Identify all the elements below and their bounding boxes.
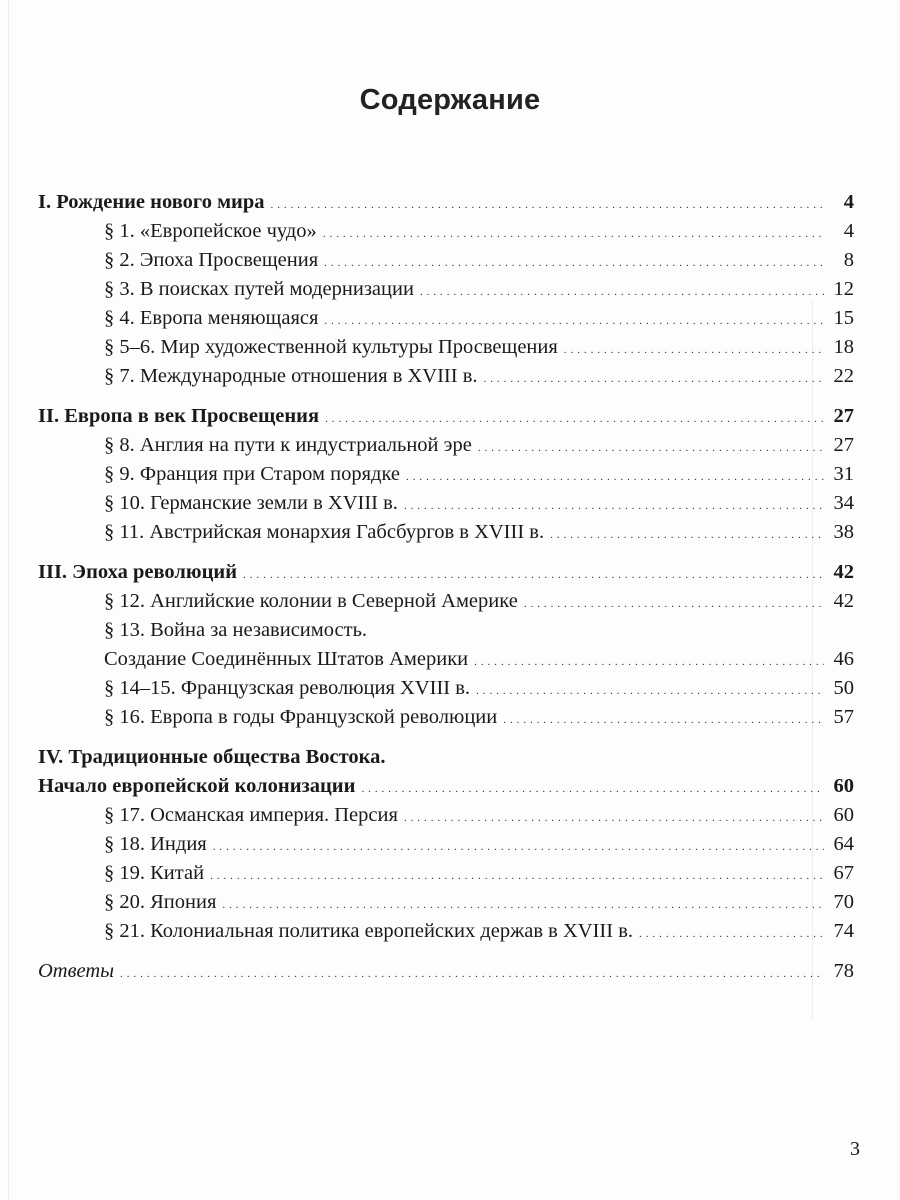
dot-leader bbox=[361, 772, 824, 801]
toc-item-12[interactable] bbox=[38, 587, 854, 616]
toc-item-label: § 4. Европа меняющаяся bbox=[104, 307, 319, 329]
toc-item-label: § 13. Война за независимость. bbox=[104, 619, 368, 641]
toc-item-label: § 19. Китай bbox=[104, 862, 205, 884]
dot-leader bbox=[404, 489, 824, 518]
toc-page-number: 42 bbox=[833, 561, 854, 583]
dot-leader bbox=[406, 460, 824, 489]
toc-item-7[interactable] bbox=[38, 362, 854, 391]
toc-page-number: 22 bbox=[833, 365, 854, 387]
toc-page-number: 70 bbox=[833, 891, 854, 913]
toc-item-13-line1[interactable] bbox=[38, 616, 854, 645]
page-title: Содержание bbox=[359, 84, 541, 116]
dot-leader bbox=[476, 674, 824, 703]
toc-page-number: 57 bbox=[833, 706, 854, 728]
toc-section-2[interactable] bbox=[38, 402, 854, 431]
toc-section-1[interactable] bbox=[38, 188, 854, 217]
dot-leader bbox=[222, 888, 824, 917]
dot-leader bbox=[564, 333, 824, 362]
toc-page-number: 34 bbox=[833, 492, 854, 514]
toc-answers[interactable] bbox=[38, 957, 854, 986]
toc-item-label: § 7. Международные отношения в XVIII в. bbox=[104, 365, 478, 387]
dot-leader bbox=[210, 859, 824, 888]
toc-item-2[interactable] bbox=[38, 246, 854, 275]
toc-item-label: Создание Соединённых Штатов Америки bbox=[104, 648, 469, 670]
toc-item-label: § 8. Англия на пути к индустриальной эре bbox=[104, 434, 472, 456]
toc-item-label: § 3. В поисках путей модернизации bbox=[104, 278, 414, 300]
dot-leader bbox=[524, 587, 824, 616]
toc-page-number: 38 bbox=[833, 521, 854, 543]
toc-item-label: § 2. Эпоха Просвещения bbox=[104, 249, 319, 271]
toc-item-20[interactable] bbox=[38, 888, 854, 917]
toc-item-1[interactable] bbox=[38, 217, 854, 246]
toc-section-label: I. Рождение нового мира bbox=[38, 191, 265, 213]
toc-page-number: 67 bbox=[833, 862, 854, 884]
toc-page-number: 4 bbox=[843, 220, 854, 242]
toc-item-label: § 11. Австрийская монархия Габсбургов в XVIII в. bbox=[104, 521, 545, 543]
toc-item-13-line2[interactable] bbox=[38, 645, 854, 674]
dot-leader bbox=[120, 957, 824, 986]
toc-page-number: 12 bbox=[833, 278, 854, 300]
toc-page-number: 78 bbox=[833, 960, 854, 982]
dot-leader bbox=[484, 362, 824, 391]
table-of-contents bbox=[38, 188, 854, 986]
toc-section-4-line2[interactable] bbox=[38, 772, 854, 801]
dot-leader bbox=[243, 558, 824, 587]
toc-item-17[interactable] bbox=[38, 801, 854, 830]
dot-leader bbox=[404, 801, 824, 830]
page-edge-shadow bbox=[8, 0, 9, 1200]
toc-item-label: § 9. Франция при Старом порядке bbox=[104, 463, 400, 485]
toc-item-3[interactable] bbox=[38, 275, 854, 304]
toc-page-number: 27 bbox=[833, 434, 854, 456]
toc-item-label: § 18. Индия bbox=[104, 833, 207, 855]
toc-section-label: Начало европейской колонизации bbox=[38, 775, 356, 797]
toc-section-label: IV. Традиционные общества Востока. bbox=[38, 746, 386, 768]
dot-leader bbox=[420, 275, 824, 304]
page-number: 3 bbox=[850, 1138, 860, 1160]
toc-page-number: 50 bbox=[833, 677, 854, 699]
toc-page-number: 60 bbox=[833, 775, 854, 797]
toc-item-label: § 20. Япония bbox=[104, 891, 217, 913]
toc-section-label: II. Европа в век Просвещения bbox=[38, 405, 320, 427]
toc-item-label: § 14–15. Французская революция XVIII в. bbox=[104, 677, 471, 699]
toc-item-14-15[interactable] bbox=[38, 674, 854, 703]
toc-item-9[interactable] bbox=[38, 460, 854, 489]
dot-leader bbox=[323, 217, 824, 246]
toc-page-number: 46 bbox=[833, 648, 854, 670]
toc-section-3[interactable] bbox=[38, 558, 854, 587]
toc-item-8[interactable] bbox=[38, 431, 854, 460]
toc-page-number: 42 bbox=[833, 590, 854, 612]
toc-page-number: 64 bbox=[833, 833, 854, 855]
toc-item-11[interactable] bbox=[38, 518, 854, 547]
dot-leader bbox=[503, 703, 824, 732]
toc-page-number: 27 bbox=[833, 405, 854, 427]
toc-item-label: § 5–6. Мир художественной культуры Просвещения bbox=[104, 336, 558, 358]
toc-page-number: 74 bbox=[833, 920, 854, 942]
toc-item-label: § 12. Английские колонии в Северной Америке bbox=[104, 590, 518, 612]
toc-item-label: § 1. «Европейское чудо» bbox=[104, 220, 317, 242]
dot-leader bbox=[324, 304, 824, 333]
toc-page-number: 18 bbox=[833, 336, 854, 358]
toc-section-4-line1[interactable] bbox=[38, 743, 854, 772]
toc-page-number: 31 bbox=[833, 463, 854, 485]
toc-page-number: 15 bbox=[833, 307, 854, 329]
dot-leader bbox=[478, 431, 824, 460]
toc-item-18[interactable] bbox=[38, 830, 854, 859]
toc-answers-label: Ответы bbox=[38, 960, 115, 982]
toc-page-number: 4 bbox=[843, 191, 854, 213]
toc-item-21[interactable] bbox=[38, 917, 854, 946]
dot-leader bbox=[325, 402, 824, 431]
dot-leader bbox=[550, 518, 824, 547]
toc-item-16[interactable] bbox=[38, 703, 854, 732]
toc-page-number: 60 bbox=[833, 804, 854, 826]
dot-leader bbox=[271, 188, 825, 217]
toc-item-5-6[interactable] bbox=[38, 333, 854, 362]
toc-page-number: 8 bbox=[843, 249, 854, 271]
toc-section-label: III. Эпоха революций bbox=[38, 561, 238, 583]
dot-leader bbox=[639, 917, 824, 946]
toc-item-19[interactable] bbox=[38, 859, 854, 888]
toc-item-label: § 21. Колониальная политика европейских держав в XVIII в. bbox=[104, 920, 634, 942]
dot-leader bbox=[324, 246, 824, 275]
toc-item-label: § 16. Европа в годы Французской революции bbox=[104, 706, 498, 728]
dot-leader bbox=[474, 645, 824, 674]
toc-item-10[interactable] bbox=[38, 489, 854, 518]
toc-item-label: § 17. Османская империя. Персия bbox=[104, 804, 398, 826]
dot-leader bbox=[213, 830, 824, 859]
toc-item-4[interactable] bbox=[38, 304, 854, 333]
toc-item-label: § 10. Германские земли в XVIII в. bbox=[104, 492, 398, 514]
